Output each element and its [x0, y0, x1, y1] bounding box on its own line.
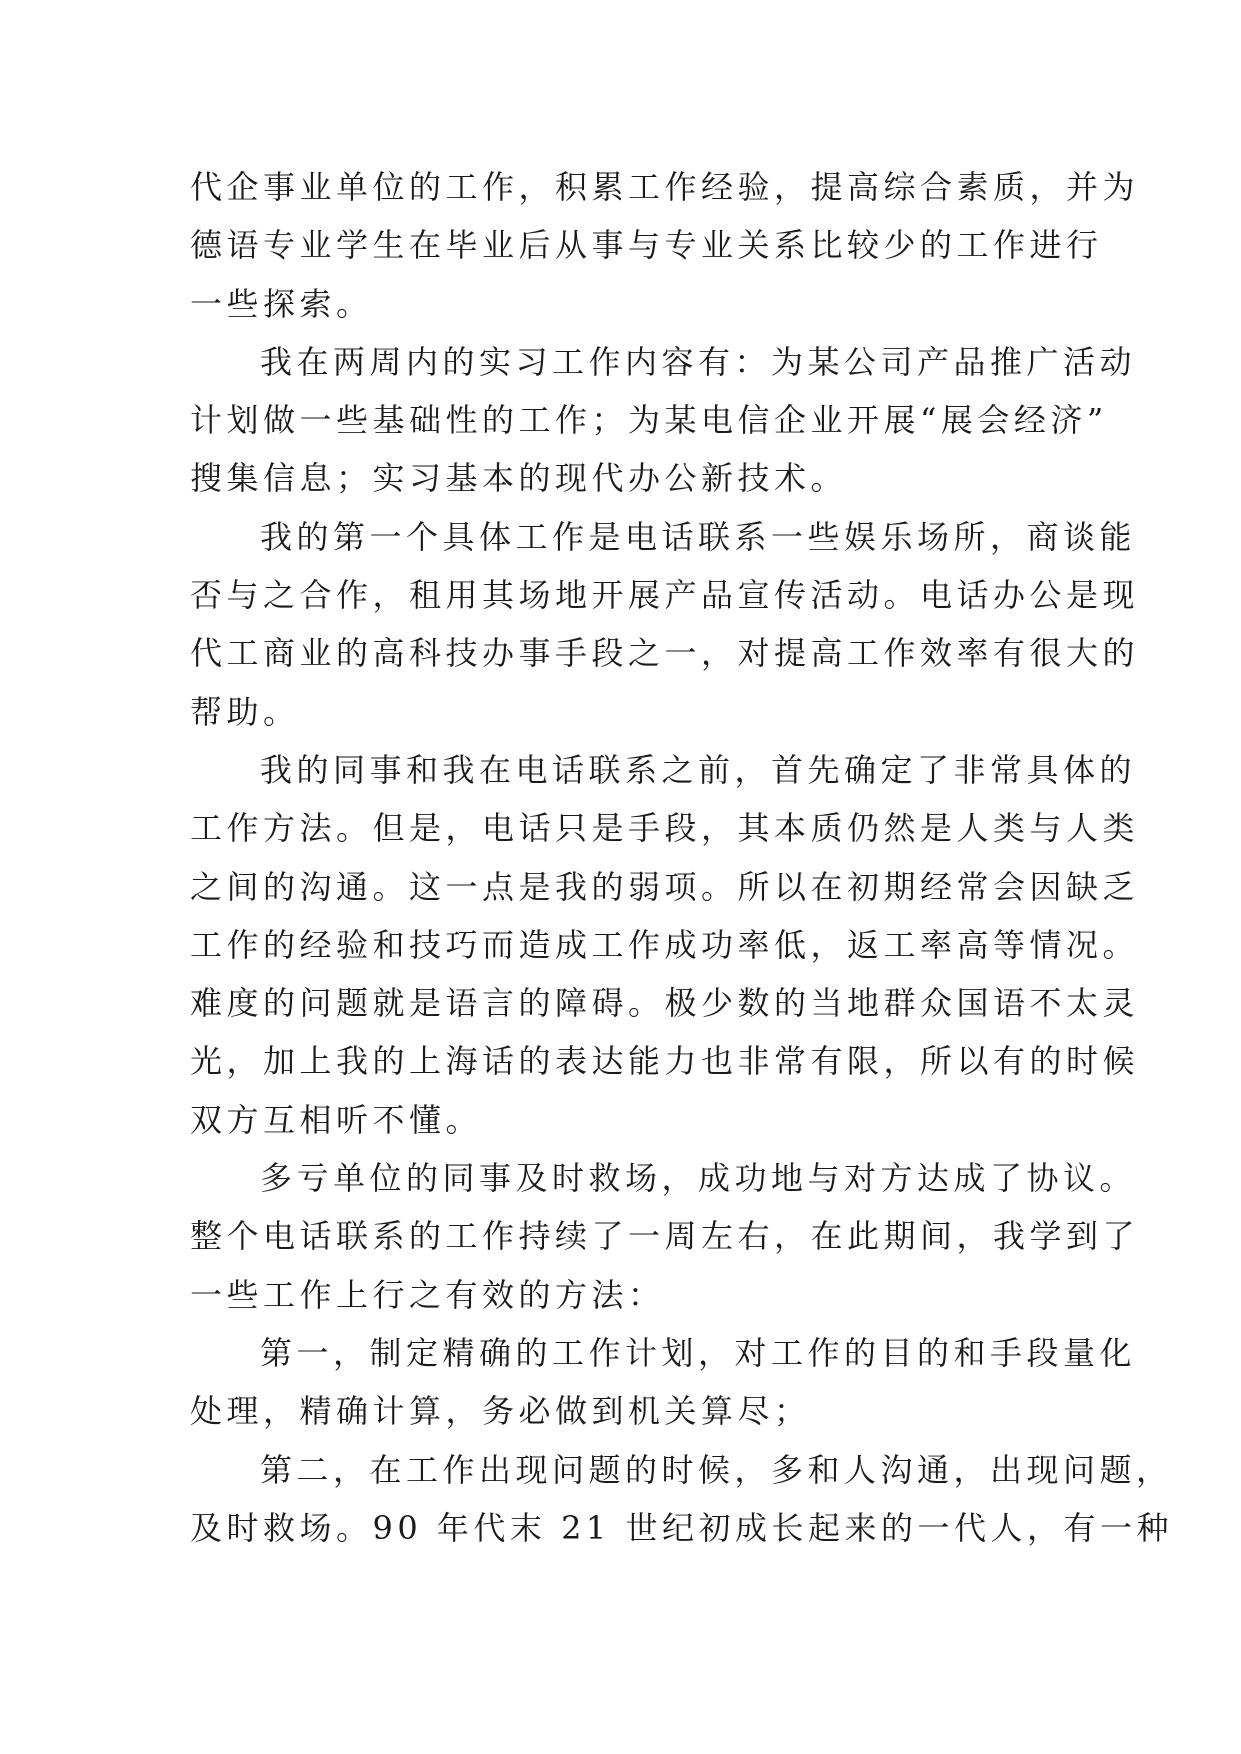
paragraph-2 — [190, 333, 1137, 508]
document-body — [190, 158, 1173, 1557]
text-line: 帮助。 — [190, 692, 300, 731]
text-line: 双方互相听不懂。 — [190, 1100, 483, 1139]
text-line: 整个电话联系的工作持续了一周左右，在此期间，我学到了 — [190, 1217, 1140, 1256]
text-line: 工作方法。但是，电话只是手段，其本质仍然是人类与人类 — [190, 809, 1140, 848]
text-line: 德语专业学生在毕业后从事与专业关系比较少的工作进行 — [190, 226, 1103, 265]
text-line: 我的第一个具体工作是电话联系一些娱乐场所，商谈能 — [260, 517, 1137, 556]
text-line: 及时救场。90 年代末 21 世纪初成长起来的一代人，有一种 — [190, 1508, 1173, 1547]
paragraph-4 — [190, 741, 1140, 1149]
text-line: 第二，在工作出现问题的时候，多和人沟通，出现问题， — [260, 1450, 1173, 1489]
text-line: 搜集信息；实习基本的现代办公新技术。 — [190, 459, 848, 498]
paragraph-7 — [190, 1441, 1173, 1558]
text-line: 我在两周内的实习工作内容有：为某公司产品推广活动 — [260, 342, 1137, 381]
text-line: 一些探索。 — [190, 284, 373, 323]
paragraph-1 — [190, 158, 1140, 333]
text-line: 难度的问题就是语言的障碍。极少数的当地群众国语不太灵 — [190, 984, 1140, 1023]
text-line: 之间的沟通。这一点是我的弱项。所以在初期经常会因缺乏 — [190, 867, 1140, 906]
text-line: 光，加上我的上海话的表达能力也非常有限，所以有的时候 — [190, 1042, 1140, 1081]
text-line: 第一，制定精确的工作计划，对工作的目的和手段量化 — [260, 1333, 1137, 1372]
paragraph-5 — [190, 1149, 1140, 1324]
text-line: 代企事业单位的工作，积累工作经验，提高综合素质，并为 — [190, 168, 1140, 206]
text-line: 我的同事和我在电话联系之前，首先确定了非常具体的 — [260, 750, 1137, 789]
text-line: 多亏单位的同事及时救场，成功地与对方达成了协议。 — [260, 1159, 1137, 1198]
paragraph-6 — [190, 1324, 1137, 1441]
text-line: 计划做一些基础性的工作；为某电信企业开展“展会经济” — [190, 401, 1108, 440]
text-line: 处理，精确计算，务必做到机关算尽； — [190, 1392, 811, 1431]
text-line: 工作的经验和技巧而造成工作成功率低，返工率高等情况。 — [190, 925, 1140, 964]
text-line: 否与之合作，租用其场地开展产品宣传活动。电话办公是现 — [190, 576, 1140, 615]
text-line: 代工商业的高科技办事手段之一，对提高工作效率有很大的 — [190, 634, 1140, 673]
text-line: 一些工作上行之有效的方法： — [190, 1275, 665, 1314]
paragraph-3 — [190, 508, 1140, 741]
